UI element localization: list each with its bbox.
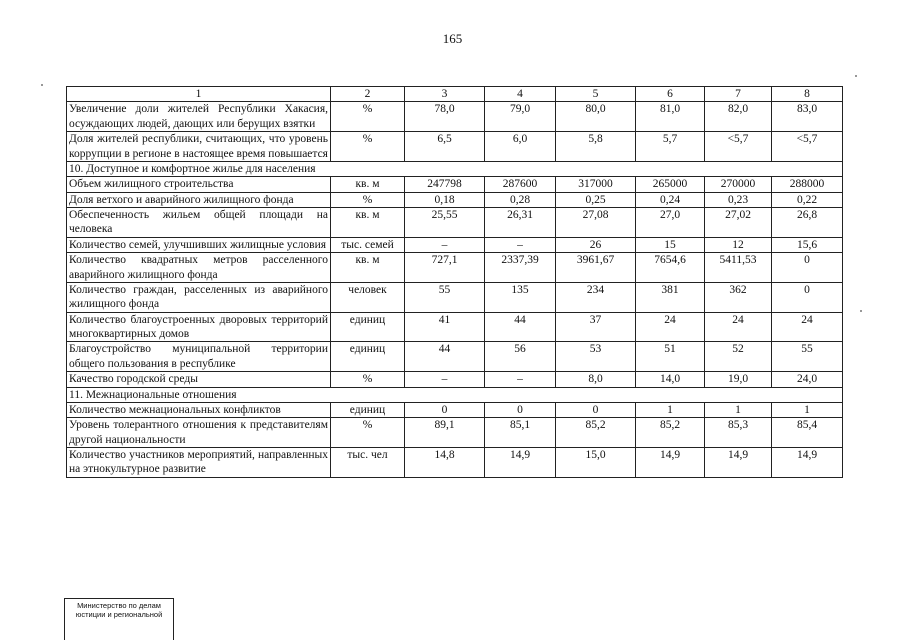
value-cell: 85,4 xyxy=(772,418,843,448)
value-cell: 26,8 xyxy=(772,208,843,238)
value-cell: 81,0 xyxy=(636,102,705,132)
value-cell: 24 xyxy=(705,312,772,342)
value-cell: 14,9 xyxy=(636,448,705,478)
table-row xyxy=(67,208,843,238)
value-cell: 44 xyxy=(405,342,485,372)
value-cell: 82,0 xyxy=(705,102,772,132)
table-row xyxy=(67,418,843,448)
value-cell: 0 xyxy=(485,402,556,417)
ministry-stamp xyxy=(64,598,174,640)
value-cell: 56 xyxy=(485,342,556,372)
value-cell: 89,1 xyxy=(405,418,485,448)
header-cell-7: 7 xyxy=(705,87,772,102)
indicator-name: Благоустройство муниципальной территории общего пользования в республике xyxy=(67,342,331,372)
header-cell-1: 1 xyxy=(67,87,331,102)
indicator-name: Количество квадратных метров расселенного аварийного жилищного фонда xyxy=(67,253,331,283)
value-cell: 44 xyxy=(485,312,556,342)
value-cell: 7654,6 xyxy=(636,253,705,283)
indicator-unit: единиц xyxy=(331,312,405,342)
stamp-line-1: Министерство по делам xyxy=(77,601,161,610)
indicator-unit: % xyxy=(331,192,405,207)
value-cell: 83,0 xyxy=(772,102,843,132)
indicator-unit: человек xyxy=(331,282,405,312)
value-cell: 85,3 xyxy=(705,418,772,448)
value-cell: 15,0 xyxy=(556,448,636,478)
value-cell: 24,0 xyxy=(772,372,843,387)
scan-speck xyxy=(855,75,857,77)
value-cell: 15 xyxy=(636,237,705,252)
indicator-name: Количество семей, улучшивших жилищные условия xyxy=(67,237,331,252)
value-cell: 135 xyxy=(485,282,556,312)
scan-speck xyxy=(860,310,862,312)
indicator-name: Уровень толерантного отношения к представителям другой национальности xyxy=(67,418,331,448)
value-cell: 85,2 xyxy=(556,418,636,448)
indicator-unit: % xyxy=(331,132,405,162)
value-cell: 8,0 xyxy=(556,372,636,387)
value-cell: 26 xyxy=(556,237,636,252)
table-row xyxy=(67,192,843,207)
table-row xyxy=(67,237,843,252)
indicator-unit: тыс. чел xyxy=(331,448,405,478)
value-cell: 55 xyxy=(405,282,485,312)
value-cell: 24 xyxy=(636,312,705,342)
table-row xyxy=(67,177,843,192)
value-cell: – xyxy=(405,372,485,387)
table-row xyxy=(67,282,843,312)
value-cell: 80,0 xyxy=(556,102,636,132)
value-cell: 12 xyxy=(705,237,772,252)
indicator-name: Качество городской среды xyxy=(67,372,331,387)
header-cell-6: 6 xyxy=(636,87,705,102)
indicator-name: Доля ветхого и аварийного жилищного фонда xyxy=(67,192,331,207)
section-title: 11. Межнациональные отношения xyxy=(67,387,843,402)
value-cell: 1 xyxy=(705,402,772,417)
indicator-name: Обеспеченность жильем общей площади на человека xyxy=(67,208,331,238)
table-row xyxy=(67,102,843,132)
value-cell: 0 xyxy=(772,282,843,312)
value-cell: 37 xyxy=(556,312,636,342)
value-cell: 14,9 xyxy=(485,448,556,478)
indicator-unit: % xyxy=(331,418,405,448)
value-cell: 53 xyxy=(556,342,636,372)
value-cell: 0 xyxy=(556,402,636,417)
value-cell: 27,02 xyxy=(705,208,772,238)
table-row xyxy=(67,253,843,283)
value-cell: 78,0 xyxy=(405,102,485,132)
value-cell: 27,0 xyxy=(636,208,705,238)
value-cell: <5,7 xyxy=(705,132,772,162)
indicator-name: Количество граждан, расселенных из аварийного жилищного фонда xyxy=(67,282,331,312)
value-cell: 287600 xyxy=(485,177,556,192)
value-cell: 270000 xyxy=(705,177,772,192)
header-cell-4: 4 xyxy=(485,87,556,102)
value-cell: – xyxy=(485,372,556,387)
value-cell: 55 xyxy=(772,342,843,372)
indicator-unit: кв. м xyxy=(331,253,405,283)
value-cell: – xyxy=(405,237,485,252)
value-cell: 0,18 xyxy=(405,192,485,207)
indicator-name: Количество межнациональных конфликтов xyxy=(67,402,331,417)
table-row xyxy=(67,342,843,372)
indicator-name: Доля жителей республики, считающих, что уровень коррупции в регионе в настоящее время повышается xyxy=(67,132,331,162)
indicator-name: Объем жилищного строительства xyxy=(67,177,331,192)
value-cell: <5,7 xyxy=(772,132,843,162)
value-cell: 41 xyxy=(405,312,485,342)
value-cell: 0 xyxy=(772,253,843,283)
indicator-unit: % xyxy=(331,372,405,387)
section-row xyxy=(67,387,843,402)
indicator-unit: кв. м xyxy=(331,208,405,238)
value-cell: 24 xyxy=(772,312,843,342)
indicator-unit: кв. м xyxy=(331,177,405,192)
header-row xyxy=(67,87,843,102)
value-cell: 0,25 xyxy=(556,192,636,207)
section-title: 10. Доступное и комфортное жилье для населения xyxy=(67,161,843,176)
header-cell-8: 8 xyxy=(772,87,843,102)
indicator-unit: единиц xyxy=(331,342,405,372)
value-cell: 85,2 xyxy=(636,418,705,448)
value-cell: 14,8 xyxy=(405,448,485,478)
value-cell: 381 xyxy=(636,282,705,312)
header-cell-2: 2 xyxy=(331,87,405,102)
table-row xyxy=(67,312,843,342)
indicator-name: Количество благоустроенных дворовых территорий многоквартирных домов xyxy=(67,312,331,342)
value-cell: 6,0 xyxy=(485,132,556,162)
value-cell: 0,23 xyxy=(705,192,772,207)
value-cell: 51 xyxy=(636,342,705,372)
value-cell: 317000 xyxy=(556,177,636,192)
value-cell: 5411,53 xyxy=(705,253,772,283)
value-cell: 1 xyxy=(636,402,705,417)
table-row xyxy=(67,402,843,417)
value-cell: 52 xyxy=(705,342,772,372)
value-cell: – xyxy=(485,237,556,252)
value-cell: 234 xyxy=(556,282,636,312)
value-cell: 0,22 xyxy=(772,192,843,207)
value-cell: 25,55 xyxy=(405,208,485,238)
value-cell: 0 xyxy=(405,402,485,417)
header-cell-3: 3 xyxy=(405,87,485,102)
page-number: 165 xyxy=(442,31,463,46)
value-cell: 79,0 xyxy=(485,102,556,132)
value-cell: 5,8 xyxy=(556,132,636,162)
indicator-name: Количество участников мероприятий, направленных на этнокультурное развитие xyxy=(67,448,331,478)
value-cell: 6,5 xyxy=(405,132,485,162)
value-cell: 247798 xyxy=(405,177,485,192)
value-cell: 3961,67 xyxy=(556,253,636,283)
value-cell: 5,7 xyxy=(636,132,705,162)
value-cell: 265000 xyxy=(636,177,705,192)
value-cell: 0,28 xyxy=(485,192,556,207)
value-cell: 14,0 xyxy=(636,372,705,387)
header-cell-5: 5 xyxy=(556,87,636,102)
value-cell: 362 xyxy=(705,282,772,312)
value-cell: 14,9 xyxy=(772,448,843,478)
table-row xyxy=(67,448,843,478)
table-row xyxy=(67,372,843,387)
value-cell: 19,0 xyxy=(705,372,772,387)
indicator-unit: тыс. семей xyxy=(331,237,405,252)
value-cell: 15,6 xyxy=(772,237,843,252)
value-cell: 288000 xyxy=(772,177,843,192)
indicators-table xyxy=(66,86,843,478)
value-cell: 2337,39 xyxy=(485,253,556,283)
indicator-unit: единиц xyxy=(331,402,405,417)
indicator-name: Увеличение доли жителей Республики Хакасия, осуждающих людей, дающих или берущих взятки xyxy=(67,102,331,132)
value-cell: 1 xyxy=(772,402,843,417)
value-cell: 85,1 xyxy=(485,418,556,448)
section-row xyxy=(67,161,843,176)
stamp-line-2: юстиции и региональной xyxy=(75,610,163,620)
table-row xyxy=(67,132,843,162)
value-cell: 14,9 xyxy=(705,448,772,478)
value-cell: 27,08 xyxy=(556,208,636,238)
value-cell: 26,31 xyxy=(485,208,556,238)
indicator-unit: % xyxy=(331,102,405,132)
value-cell: 0,24 xyxy=(636,192,705,207)
scan-speck xyxy=(41,84,43,86)
value-cell: 727,1 xyxy=(405,253,485,283)
